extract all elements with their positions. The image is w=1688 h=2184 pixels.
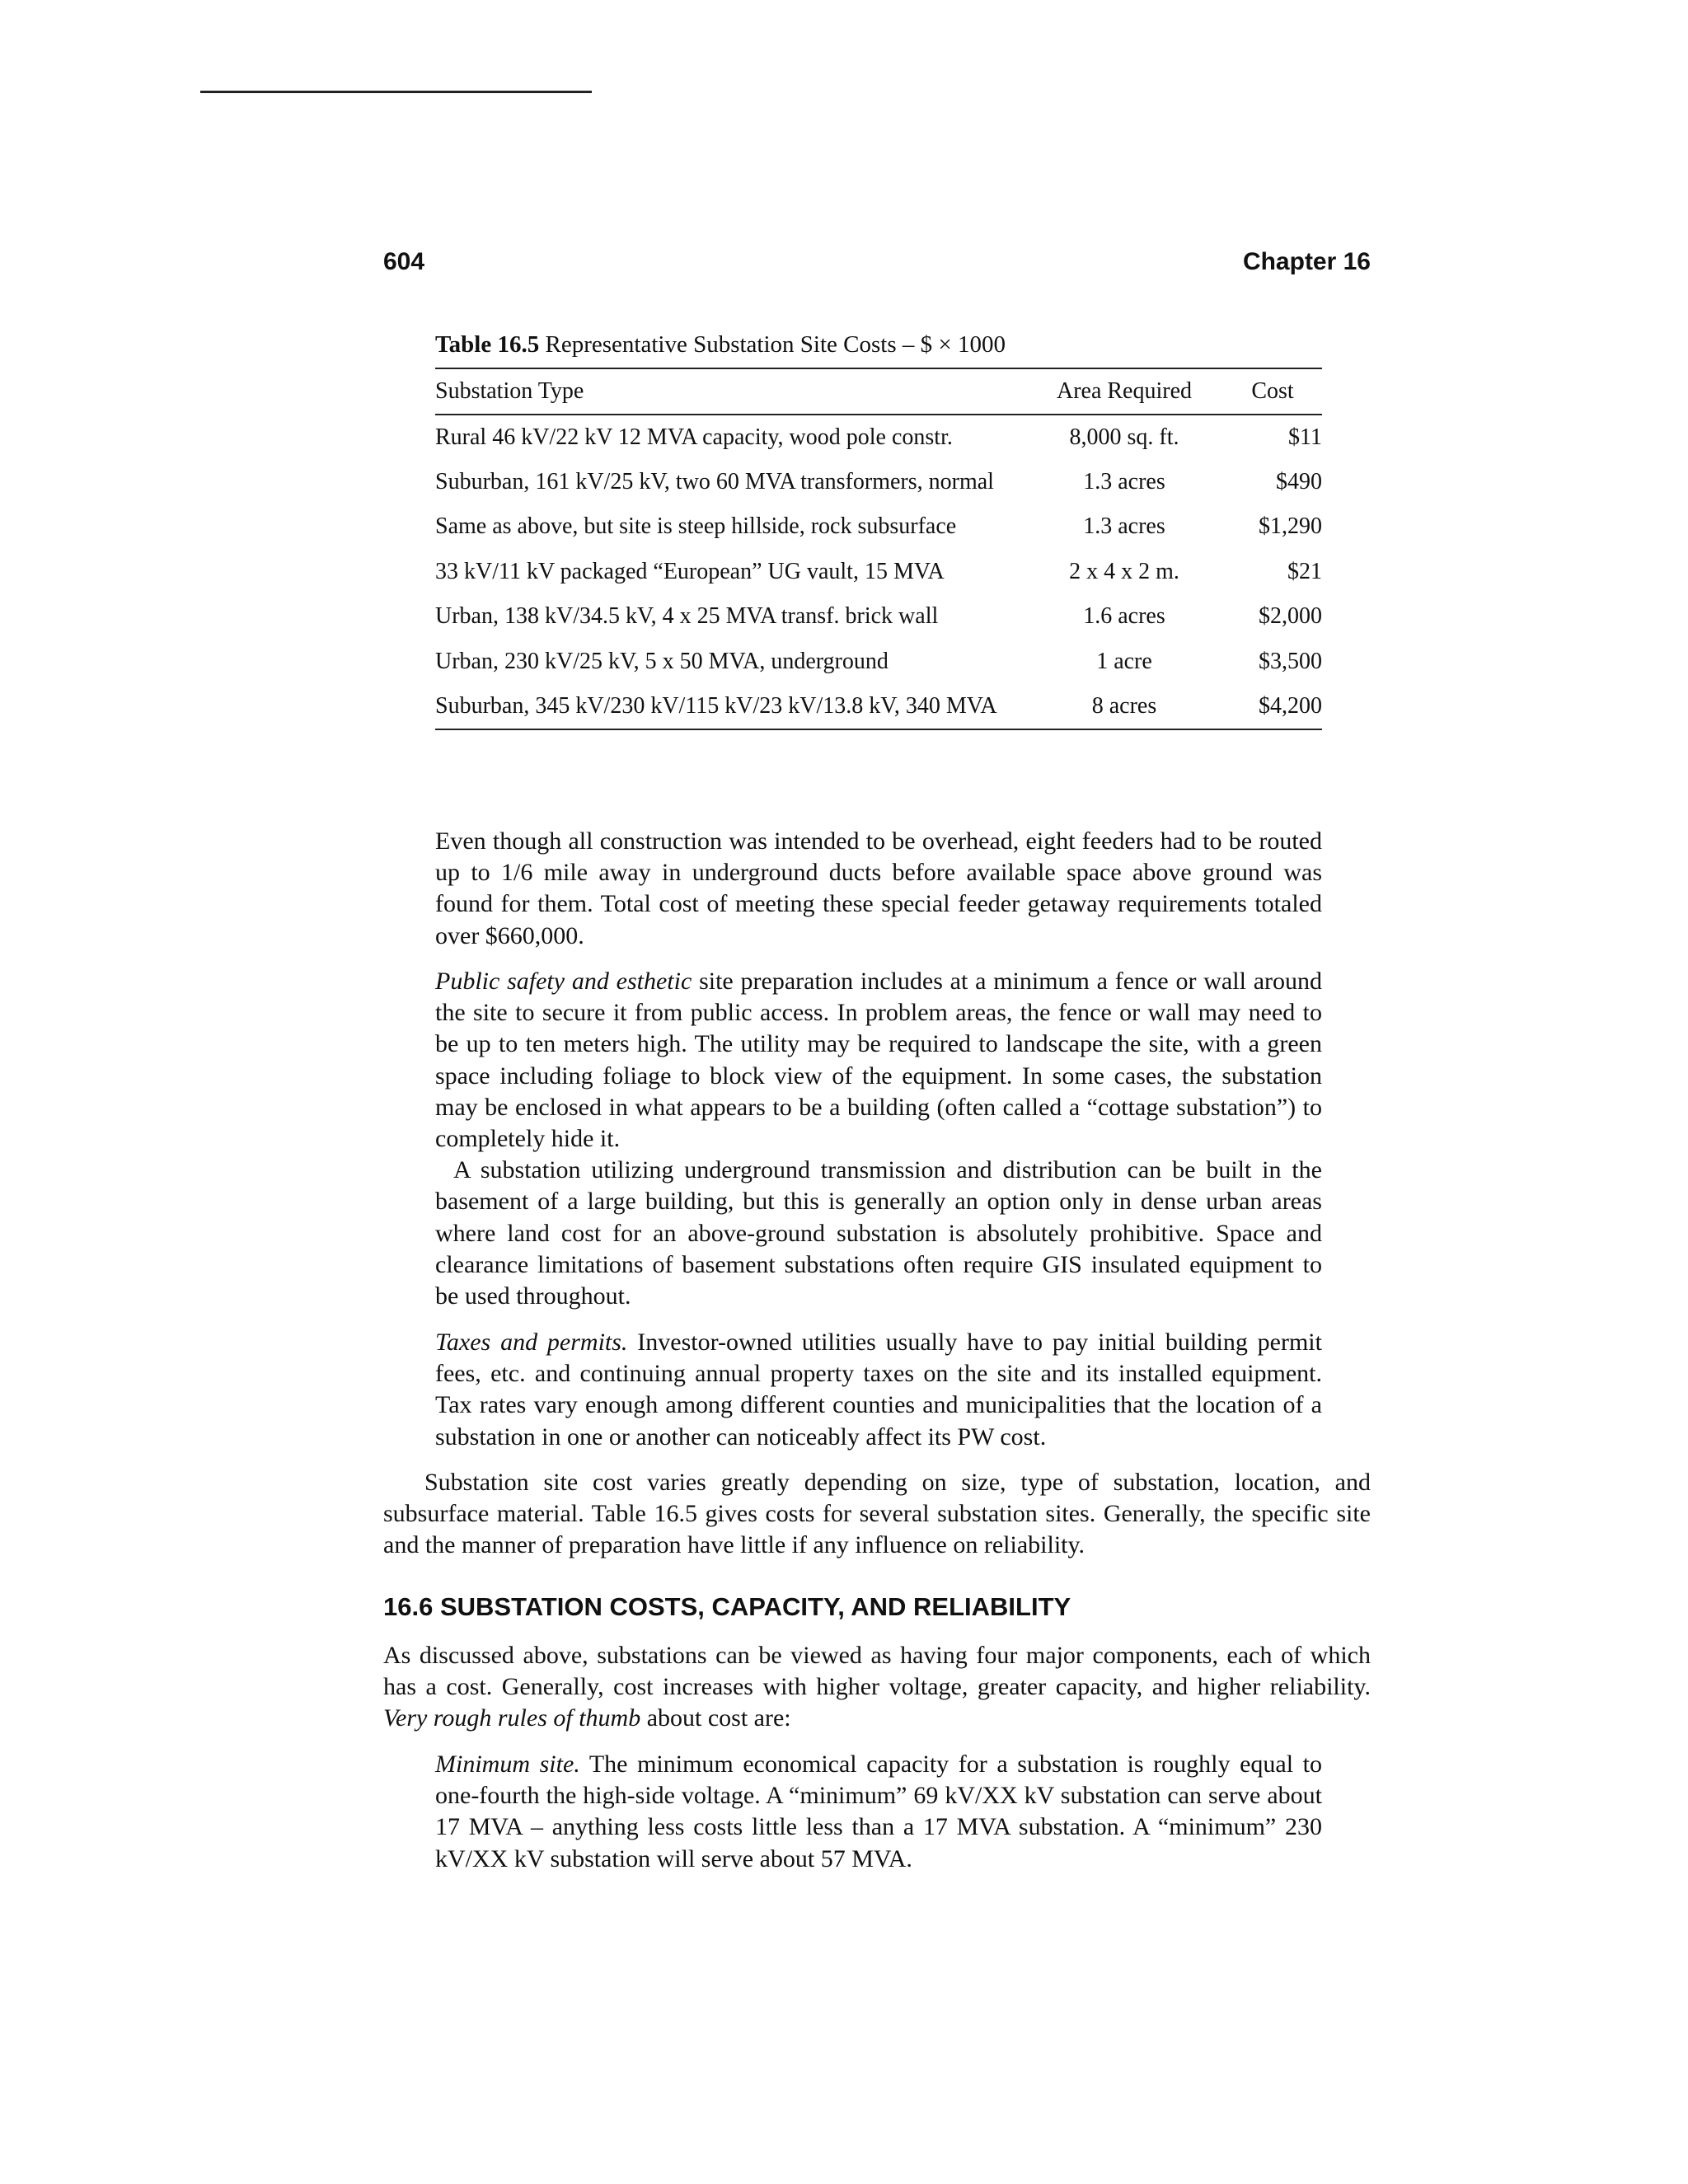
cell-area-required: 1.6 acres [1083, 603, 1165, 630]
table-row [435, 415, 1322, 460]
minimum-site-block [435, 1749, 1322, 1875]
public-safety-block [435, 966, 1322, 1312]
public-safety-paragraph [435, 966, 1322, 1155]
components-block [383, 1640, 1371, 1735]
site-cost-block [383, 1467, 1371, 1562]
column-header-type: Substation Type [435, 378, 584, 404]
public-safety-text: site preparation includes at a minimum a fence or wall around the site to secure it from public access. In problem areas, the fence or wall may need to be up to ten meters high. The utility may be required to landscape the site, with a green space including foliage to block view of the equipment. In some cases, the substation may be enclosed in what appears to be a building (often called a “cottage substation”) to completely hide it. [435, 968, 1322, 1153]
components-paragraph [383, 1640, 1371, 1735]
minimum-site-term: Minimum site. [435, 1750, 580, 1778]
cell-substation-type: 33 kV/11 kV packaged “European” UG vault, 15 MVA [435, 558, 945, 584]
taxes-block [435, 1327, 1322, 1453]
table-row [435, 684, 1322, 729]
cell-area-required: 8,000 sq. ft. [1069, 424, 1179, 450]
running-head [383, 246, 1371, 279]
cell-cost: $490 [1276, 468, 1322, 494]
taxes-paragraph [435, 1327, 1322, 1453]
table-caption-label: Table 16.5 [435, 331, 540, 358]
cell-substation-type: Rural 46 kV/22 kV 12 MVA capacity, wood pole constr. [435, 424, 953, 450]
cell-area-required: 8 acres [1091, 692, 1157, 719]
cell-substation-type: Urban, 138 kV/34.5 kV, 4 x 25 MVA transf. brick wall [435, 603, 939, 630]
table-row [435, 594, 1322, 640]
cell-cost: $4,200 [1259, 692, 1322, 719]
cell-cost: $1,290 [1259, 513, 1322, 540]
feeders-paragraph-block [435, 826, 1322, 952]
cell-cost: $3,500 [1259, 648, 1322, 674]
top-rule [200, 91, 592, 93]
cell-area-required: 2 x 4 x 2 m. [1069, 558, 1179, 584]
cell-substation-type: Same as above, but site is steep hillside, rock subsurface [435, 513, 957, 540]
site-cost-paragraph: Substation site cost varies greatly depending on size, type of substation, location, and subsurface material. Table 16.5 gives costs for several substation sites. Generally, the specific site and the manner of preparation have little if any influence on reliability. [383, 1469, 1371, 1559]
column-header-area: Area Required [1056, 378, 1193, 404]
section-heading: 16.6 SUBSTATION COSTS, CAPACITY, AND RELIABILITY [383, 1592, 1071, 1621]
cell-substation-type: Urban, 230 kV/25 kV, 5 x 50 MVA, underground [435, 648, 889, 674]
table-caption-text: Representative Substation Site Costs – $ × 1000 [545, 331, 1006, 358]
components-text-start: As discussed above, substations can be viewed as having four major components, each of which has a cost. Generally, cost increases with higher voltage, greater capacity, and higher reliability. [383, 1642, 1371, 1701]
cell-cost: $11 [1288, 424, 1322, 450]
taxes-text: Investor-owned utilities usually have to pay initial building permit fees, etc. and continuing annual property taxes on the site and its installed equipment. Tax rates vary enough among different counties and municipalities that the location of a substation in one or another can noticeably affect its PW cost. [435, 1329, 1322, 1451]
table-caption [435, 331, 1006, 359]
table-row [435, 460, 1322, 505]
cell-substation-type: Suburban, 161 kV/25 kV, two 60 MVA transformers, normal [435, 468, 994, 494]
minimum-site-text: The minimum economical capacity for a substation is roughly equal to one-fourth the high-side voltage. A “minimum” 69 kV/XX kV substation can serve about 17 MVA – anything less costs little less than a 17 MVA substation. A “minimum” 230 kV/XX kV substation will serve about 57 MVA. [435, 1750, 1322, 1872]
table-row [435, 504, 1322, 550]
table-header-row [435, 368, 1322, 415]
site-costs-table [435, 368, 1322, 730]
chapter-title: Chapter 16 [1242, 248, 1371, 275]
minimum-site-paragraph [435, 1749, 1322, 1875]
table-row [435, 550, 1322, 595]
underground-paragraph: A substation utilizing underground transmission and distribution can be built in the basement of a large building, but this is generally an option only in dense urban areas where land cost for an above-ground substation is absolutely prohibitive. Space and clearance limitations of basement substations often require GIS insulated equipment to be used throughout. [435, 1156, 1322, 1310]
components-text-end: about cost are: [640, 1704, 791, 1732]
cell-area-required: 1.3 acres [1083, 513, 1165, 540]
public-safety-term: Public safety and esthetic [435, 968, 692, 995]
cell-cost: $21 [1287, 558, 1322, 584]
table-row [435, 640, 1322, 685]
cell-cost: $2,000 [1259, 603, 1322, 630]
feeders-paragraph: Even though all construction was intended to be overhead, eight feeders had to be routed up to 1/6 mile away in underground ducts before available space above ground was found for them. Total cost of meeting these special feeder getaway requirements totaled over $660,000. [435, 827, 1322, 949]
column-header-cost: Cost [1251, 378, 1294, 404]
cell-area-required: 1.3 acres [1083, 468, 1165, 494]
taxes-term: Taxes and permits. [435, 1329, 628, 1356]
rules-of-thumb-term: Very rough rules of thumb [383, 1704, 641, 1732]
cell-area-required: 1 acre [1096, 648, 1152, 674]
page-number: 604 [383, 248, 425, 275]
cell-substation-type: Suburban, 345 kV/230 kV/115 kV/23 kV/13.8 kV, 340 MVA [435, 692, 997, 719]
